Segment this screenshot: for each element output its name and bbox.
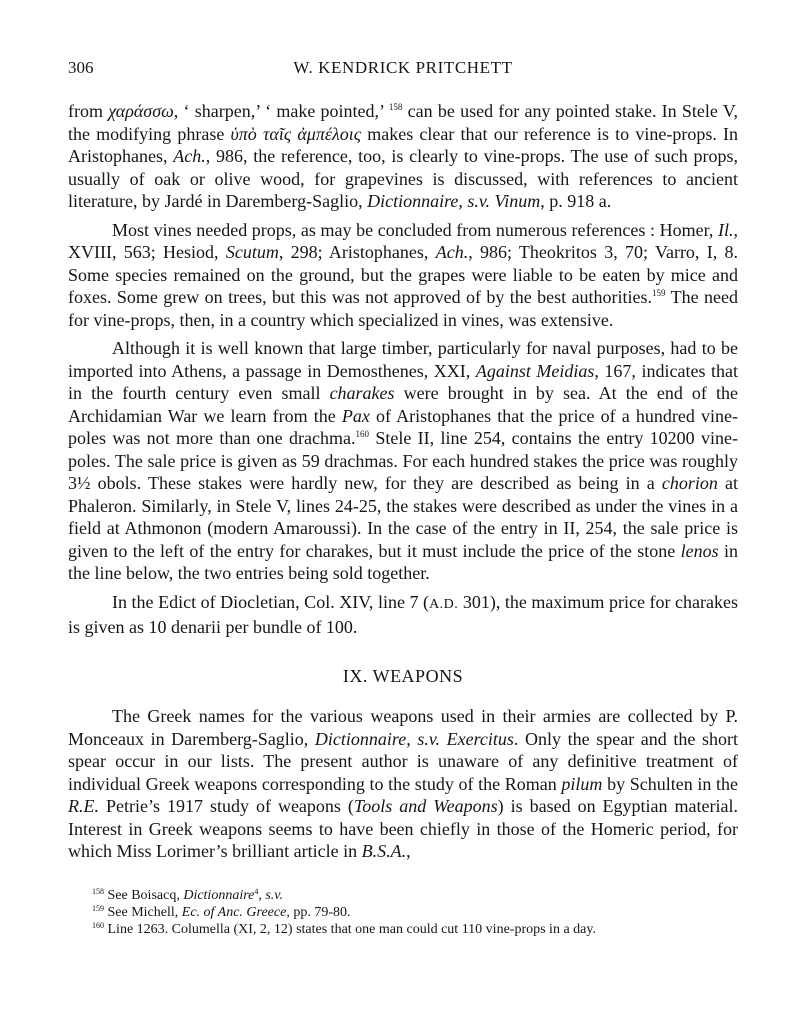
footnote: $^{159}$ See Michell, Ec. of Anc. Greece, pp. 79-80.	[92, 903, 351, 920]
page-number: 306	[68, 58, 94, 77]
footnotes	[68, 887, 738, 938]
section-heading: IX. WEAPONS	[342, 665, 464, 686]
page-header	[68, 58, 738, 88]
footnote-ref: 160	[355, 429, 369, 439]
paragraph: from χαράσσω, ‘ sharpen,’ ‘ make pointed,’ $^{158}$ can be used for any pointed stake. In Stele V, the modifying phrase ὑπὸ ταῖς ἀμπέλοις makes clear that our reference is to vine-props. In Aristophanes, Ach., 986, the reference, too, is clearly to vine-props. The use of such props, usually of oak or olive wood, for grapevines is discussed, with references to ancient literature, by Jardé in Daremberg-Saglio, Dictionnaire, s.v. Vinum, p. 918 a.	[68, 101, 739, 211]
main-text	[68, 100, 738, 863]
paragraph: The Greek names for the various weapons used in their armies are collected by P. Monceaux in Daremberg-Saglio, Dictionnaire, s.v. Exercitus. Only the spear and the short spear occur in our lists. The present author is unaware of any definitive treatment of individual Greek weapons corresponding to the study of the Roman pilum by Schulten in the R.E. Petrie’s 1917 study of weapons (Tools and Weapons) is based on Egyptian material. Interest in Greek weapons seems to have been chiefly in those of the Homeric period, for which Miss Lorimer’s brilliant article in B.S.A.,	[68, 706, 739, 861]
paragraph: In the Edict of Diocletian, Col. XIV, line 7 (A.D. 301), the maximum price for charakes is given as 10 denarii per bundle of 100.	[68, 591, 738, 637]
page	[68, 58, 738, 938]
paragraph: Although it is well known that large timber, particularly for naval purposes, had to be imported into Athens, a passage in Demosthenes, XXI, Against Meidias, 167, indicates that in the fourth century even small charakes were brought in by sea. At the end of the Archidamian War we learn from the Pax of Aristophanes that the price of a hundred vine-poles was not more than one drachma.$^{160}$ Stele II, line 254, contains the entry 10200 vine-poles. The sale price is given as 59 drachmas. For each hundred stakes the price was roughly 3½ obols. These stakes were hardly new, for they are described as being in a chorion at Phaleron. Similarly, in Stele V, lines 24-25, the stakes were described as under the vines in a field at Athmonon (modern Amaroussi). In the case of the entry in II, 254, the sale price is given to the left of the entry for charakes, but it must include the price of the stone lenos in the line below, the two entries being sold together.	[68, 338, 739, 583]
footnote-ref: 158	[388, 102, 403, 112]
footnote: $^{158}$ See Boisacq, Dictionnaire$^4$, s.v.	[92, 886, 283, 903]
running-title: W. KENDRICK PRITCHETT	[293, 58, 513, 77]
footnote-ref: 159	[652, 288, 666, 298]
paragraph: Most vines needed props, as may be concluded from numerous references : Homer, Il., XVIII, 563; Hesiod, Scutum, 298; Aristophanes, Ach., 986; Theokritos 3, 70; Varro, I, 8. Some species remained on the ground, but the grapes were liable to be eaten by mice and foxes. Some grew on trees, but this was not approved of by the best authorities.$^{159}$ The need for vine-props, then, in a country which specialized in vines, was extensive.	[68, 219, 739, 330]
footnote: $^{160}$ Line 1263. Columella (XI, 2, 12) states that one man could cut 110 vine-props in a day.	[92, 920, 596, 937]
